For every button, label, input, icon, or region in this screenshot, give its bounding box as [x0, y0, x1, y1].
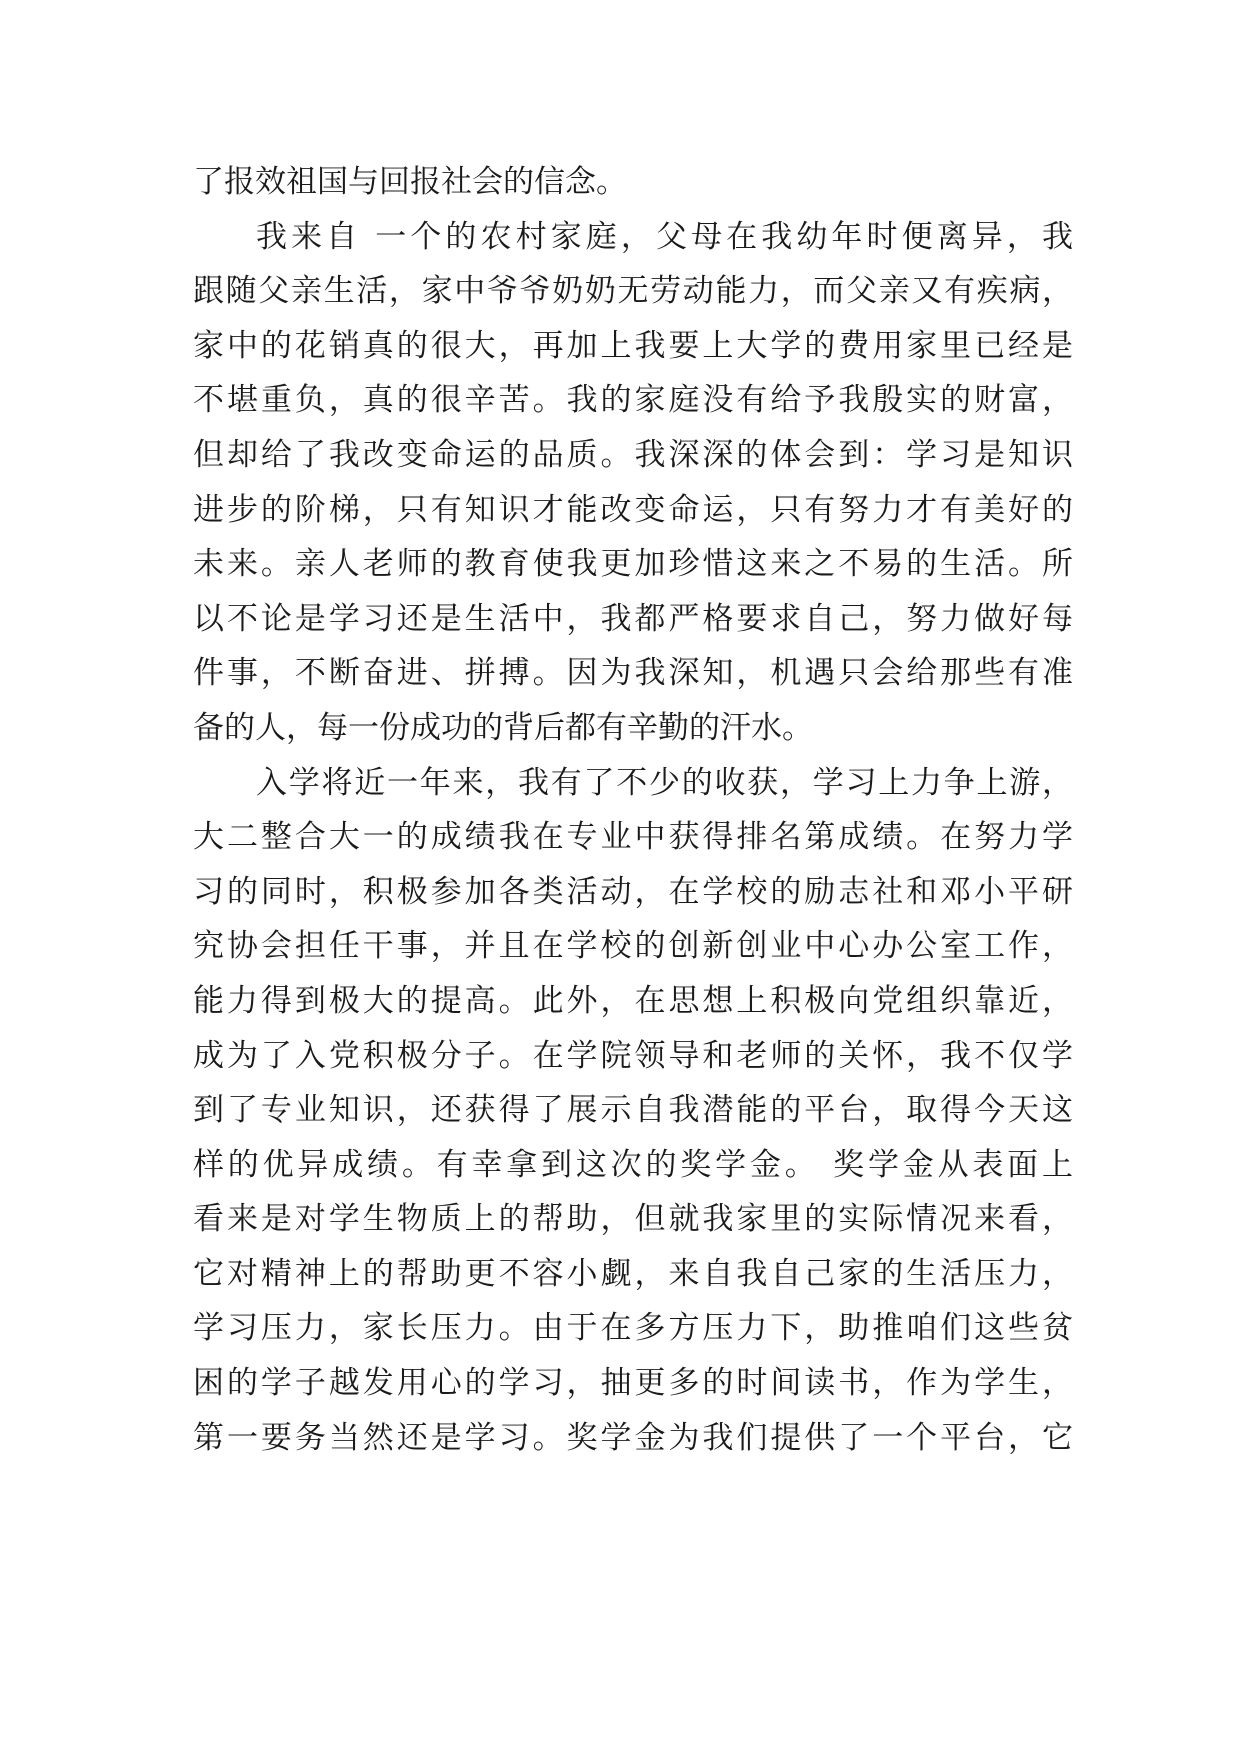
text-line: 大二整合大一的成绩我在专业中获得排名第成绩。在努力学 [193, 819, 1073, 856]
text-line: 到了专业知识，还获得了展示自我潜能的平台，取得今天这 [193, 1092, 1073, 1129]
text-line: 不堪重负，真的很辛苦。我的家庭没有给予我殷实的财富， [193, 382, 1073, 419]
body-text [193, 155, 1073, 1465]
text-line: 未来。亲人老师的教育使我更加珍惜这来之不易的生活。所 [193, 546, 1073, 583]
text-line: 第一要务当然还是学习。奖学金为我们提供了一个平台，它 [193, 1419, 1073, 1456]
text-line: 家中的花销真的很大，再加上我要上大学的费用家里已经是 [193, 327, 1073, 364]
text-line: 件事，不断奋进、拼搏。因为我深知，机遇只会给那些有准 [193, 655, 1073, 692]
text-line: 学习压力，家长压力。由于在多方压力下，助推咱们这些贫 [193, 1310, 1073, 1347]
text-line: 究协会担任干事，并且在学校的创新创业中心办公室工作， [193, 928, 1073, 965]
text-line: 入学将近一年来，我有了不少的收获，学习上力争上游， [256, 764, 1073, 801]
text-line: 跟随父亲生活，家中爷爷奶奶无劳动能力，而父亲又有疾病， [193, 273, 1073, 310]
text-line: 样的优异成绩。有幸拿到这次的奖学金。 奖学金从表面上 [193, 1146, 1073, 1183]
text-line: 困的学子越发用心的学习，抽更多的时间读书，作为学生， [193, 1365, 1073, 1402]
text-line: 看来是对学生物质上的帮助，但就我家里的实际情况来看， [193, 1201, 1073, 1238]
text-line: 我来自 一个的农村家庭，父母在我幼年时便离异，我 [256, 218, 1073, 255]
text-line: 备的人，每一份成功的背后都有辛勤的汗水。 [193, 709, 813, 746]
text-line: 进步的阶梯，只有知识才能改变命运，只有努力才有美好的 [193, 491, 1073, 528]
text-line: 以不论是学习还是生活中，我都严格要求自己，努力做好每 [193, 600, 1073, 637]
text-line: 习的同时，积极参加各类活动，在学校的励志社和邓小平研 [193, 873, 1073, 910]
text-line: 能力得到极大的提高。此外，在思想上积极向党组织靠近， [193, 982, 1073, 1019]
text-line: 了报效祖国与回报社会的信念。 [193, 164, 627, 200]
text-line: 但却给了我改变命运的品质。我深深的体会到：学习是知识 [193, 436, 1073, 473]
text-line: 成为了入党积极分子。在学院领导和老师的关怀，我不仅学 [193, 1037, 1073, 1074]
text-line: 它对精神上的帮助更不容小觑，来自我自己家的生活压力， [193, 1255, 1073, 1292]
